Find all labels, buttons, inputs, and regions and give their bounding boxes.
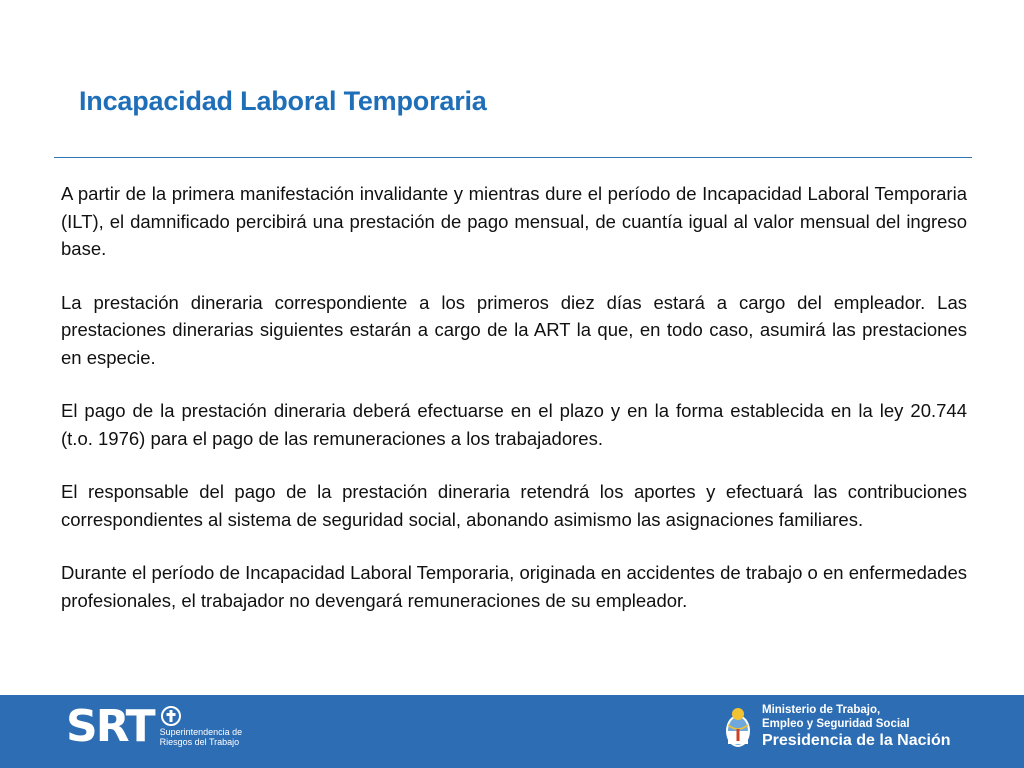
srt-logo [66,701,243,752]
ministry-logo [722,703,951,751]
srt-subtitle-1: Superintendencia de [159,727,243,737]
srt-subtitle-2: Riesgos del Trabajo [159,737,240,747]
paragraph-1: A partir de la primera manifestación invalidante y mientras dure el período de Incapacidad Laboral Temporaria (ILT), el damnificado percibirá una prestación de pago mensual, de cuantía igual al valor mensual del ingreso base. [61,183,967,259]
paragraph-4: El responsable del pago de la prestación dineraria retendrá los aportes y efectuará las contribuciones correspondientes al sistema de seguridad social, abonando asimismo las asignaciones familiares. [61,481,967,530]
slide-title: Incapacidad Laboral Temporaria [79,86,487,116]
presidencia-text: Presidencia de la Nación [762,732,951,749]
ministry-line-1: Ministerio de Trabajo, [762,704,881,716]
paragraph-2: La prestación dineraria correspondiente a los primeros diez días estará a cargo del empleador. Las prestaciones dinerarias siguientes estarán a cargo de la ART la que, en todo caso, asumirá las prestaciones en especie. [61,291,967,368]
srt-cross-icon [160,705,182,727]
paragraph-3: El pago de la prestación dineraria deberá efectuarse en el plazo y en la forma establecida en la ley 20.744 (t.o. 1976) para el pago de las remuneraciones a los trabajadores. [61,400,967,449]
title-divider [54,157,972,158]
ministry-line-2: Empleo y Seguridad Social [762,718,910,730]
argentina-shield-icon [722,703,754,751]
srt-logo-text: SRT [66,701,154,752]
paragraph-5: Durante el período de Incapacidad Laboral Temporaria, originada en accidentes de trabajo o en enfermedades profesionales, el trabajador no devengará remuneraciones de su empleador. [61,562,967,611]
slide-body [61,180,967,640]
